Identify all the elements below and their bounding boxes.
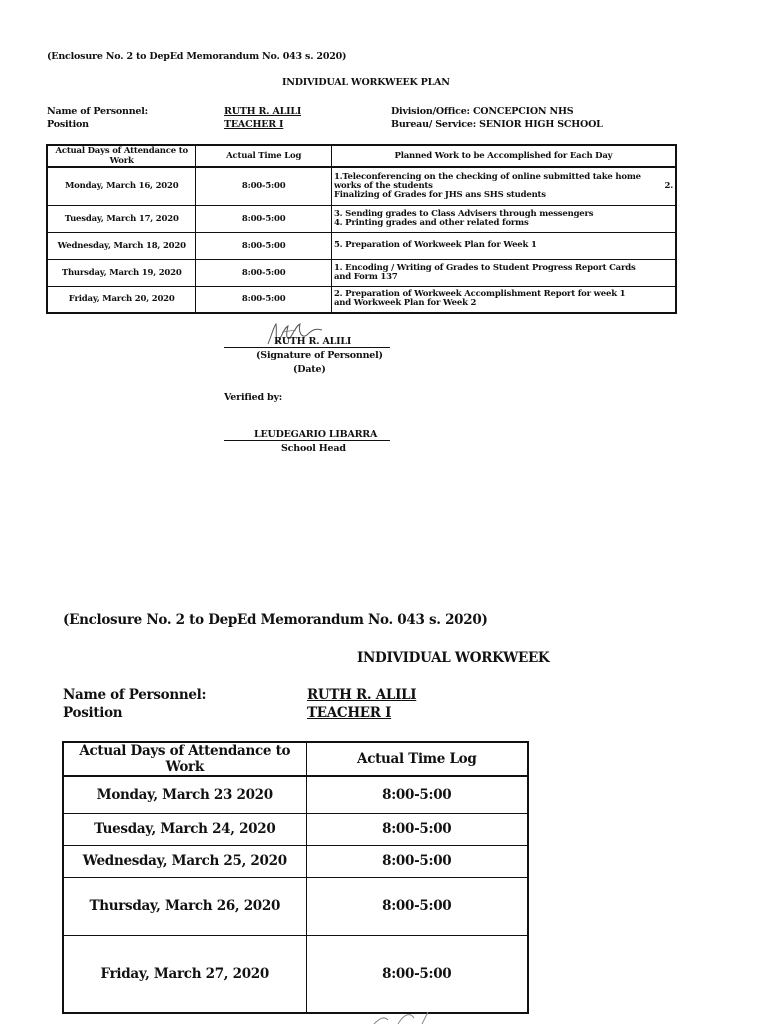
table-row: [63, 845, 528, 877]
day-cell: Thursday, March 26, 2020: [63, 877, 306, 935]
enclosure-note: (Enclosure No. 2 to DepEd Memorandum No. 043 s. 2020): [47, 51, 347, 62]
table-row: [47, 286, 676, 313]
date-caption: (Date): [293, 364, 326, 375]
day-cell: Friday, March 20, 2020: [47, 286, 196, 313]
header-time-log: Actual Time Log: [306, 742, 528, 776]
work-line: and Form 137: [333, 271, 398, 282]
work-line: 1.Teleconferencing on the checking of online submitted take home: [333, 171, 641, 182]
table-row: [47, 167, 676, 205]
day-cell: Tuesday, March 17, 2020: [47, 205, 196, 232]
page-title-zoomed: INDIVIDUAL WORKWEEK: [357, 650, 550, 666]
signature-caption: (Signature of Personnel): [256, 350, 383, 361]
work-line: 3. Sending grades to Class Advisers through messengers: [333, 208, 594, 219]
day-cell: Wednesday, March 25, 2020: [63, 845, 306, 877]
day-cell: Monday, March 16, 2020: [47, 167, 196, 205]
school-head-name: LEUDEGARIO LIBARRA: [254, 429, 378, 440]
page-title: INDIVIDUAL WORKWEEK PLAN: [282, 77, 450, 88]
day-cell: Friday, March 27, 2020: [63, 935, 306, 1013]
table-row: [47, 205, 676, 232]
time-cell: 8:00-5:00: [196, 259, 332, 286]
bureau-service: Bureau/ Service: SENIOR HIGH SCHOOL: [391, 119, 603, 130]
work-line: and Workweek Plan for Week 2: [333, 298, 477, 309]
work-cell: [331, 167, 676, 205]
table-row: [63, 776, 528, 813]
time-cell: 8:00-5:00: [196, 167, 332, 205]
time-cell: 8:00-5:00: [196, 286, 332, 313]
time-cell: 8:00-5:00: [306, 813, 528, 845]
work-line: 5. Preparation of Workweek Plan for Week 1: [333, 240, 537, 250]
position-value: TEACHER I: [224, 119, 284, 130]
signature-name: RUTH R. ALILI: [274, 336, 352, 347]
day-cell: Tuesday, March 24, 2020: [63, 813, 306, 845]
division-office: Division/Office: CONCEPCION NHS: [391, 106, 574, 117]
table-row: [47, 259, 676, 286]
work-cell: [331, 232, 676, 259]
work-line: Finalizing of Grades for JHS ans SHS students: [333, 189, 546, 200]
header-planned-work: Planned Work to be Accomplished for Each Day: [331, 145, 676, 167]
work-cell: [331, 286, 676, 313]
workweek-plan-table-zoomed: [62, 741, 529, 1014]
time-cell: 8:00-5:00: [306, 877, 528, 935]
time-cell: 8:00-5:00: [306, 776, 528, 813]
time-cell: 8:00-5:00: [306, 845, 528, 877]
table-header-row: [63, 742, 528, 776]
name-value-zoomed: RUTH R. ALILI: [307, 687, 417, 703]
signature-fragment-icon: [370, 1010, 440, 1024]
school-head-title: School Head: [281, 443, 346, 454]
table-row: [47, 232, 676, 259]
school-head-line: [224, 440, 390, 441]
position-value-zoomed: TEACHER I: [307, 705, 392, 721]
work-line: 1. Encoding / Writing of Grades to Student Progress Report Cards: [333, 262, 636, 273]
enclosure-note-zoomed: (Enclosure No. 2 to DepEd Memorandum No. 043 s. 2020): [63, 612, 488, 628]
verified-by-label: Verified by:: [224, 392, 283, 403]
work-line: 4. Printing grades and other related forms: [333, 217, 529, 228]
day-cell: Monday, March 23 2020: [63, 776, 306, 813]
workweek-plan-table: [46, 144, 677, 314]
day-cell: Wednesday, March 18, 2020: [47, 232, 196, 259]
work-cell: [331, 259, 676, 286]
header-days: Actual Days of Attendance to Work: [63, 742, 306, 776]
signature-line: [224, 347, 390, 348]
table-row: [63, 877, 528, 935]
header-days: Actual Days of Attendance to Work: [47, 145, 196, 167]
name-value: RUTH R. ALILI: [224, 106, 302, 117]
time-cell: 8:00-5:00: [196, 205, 332, 232]
work-line: 2. Preparation of Workweek Accomplishment Report for week 1: [333, 289, 626, 300]
position-label: Position: [47, 119, 89, 130]
time-cell: 8:00-5:00: [196, 232, 332, 259]
work-cell: [331, 205, 676, 232]
table-header-row: [47, 145, 676, 167]
work-line: works of the students 2.: [333, 180, 673, 191]
name-label: Name of Personnel:: [47, 106, 148, 117]
table-row: [63, 813, 528, 845]
day-cell: Thursday, March 19, 2020: [47, 259, 196, 286]
header-time-log: Actual Time Log: [196, 145, 332, 167]
table-row: [63, 935, 528, 1013]
position-label-zoomed: Position: [63, 705, 123, 721]
name-label-zoomed: Name of Personnel:: [63, 687, 207, 703]
time-cell: 8:00-5:00: [306, 935, 528, 1013]
